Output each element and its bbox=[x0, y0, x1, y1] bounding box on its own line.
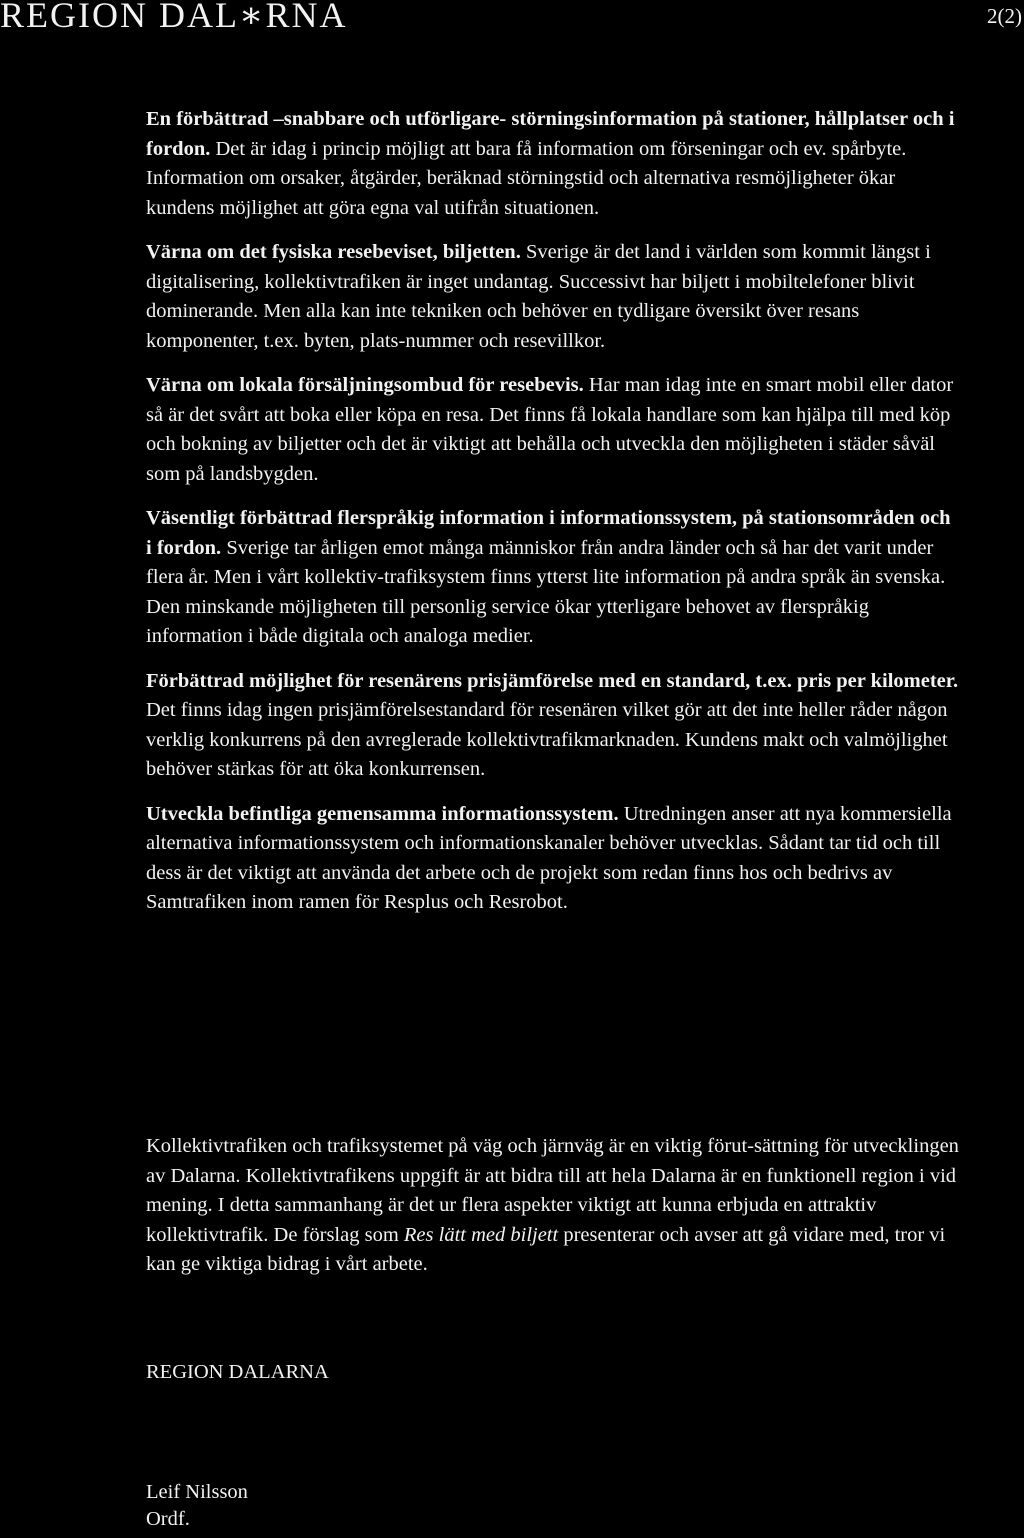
paragraph-heading: Utveckla befintliga gemensamma informationssystem. bbox=[146, 802, 619, 825]
paragraph-physical-ticket bbox=[146, 238, 961, 356]
paragraph-text: Sverige tar årligen emot många människor från andra länder och så har det varit under flera år. Men i vårt kollektiv-trafiksystem finns ytterst lite information på andra språk än svenska. Den minskande möjligheten till personlig service ökar ytterligare behovet av flerspråkig information i både digitala och analoga medier. bbox=[146, 536, 946, 647]
closing-text-start: Kollektivtrafiken och trafiksystemet på väg och järnväg är en viktig förut-sättning för utvecklingen av Dalarna. Kollektivtrafikens uppgift är att bidra till att hela Dalarna är en funktionell region i vid mening. I detta sammanhang är det ur flera aspekter viktigt att kunna erbjuda en attraktiv kollektivtrafik. De förslag som bbox=[146, 1135, 959, 1246]
signature-block bbox=[146, 1479, 248, 1533]
paragraph-heading: Förbättrad möjlighet för resenärens prisjämförelse med en standard, t.ex. pris per kilometer. bbox=[146, 669, 959, 692]
paragraph-heading: Värna om lokala försäljningsombud för resebevis. bbox=[146, 374, 584, 396]
letterhead-title: REGION DAL∗RNA bbox=[0, 0, 348, 35]
paragraph-text: Det är idag i princip möjligt att bara få information om förseningar och ev. spårbyte. Information om orsaker, åtgärder, beräknad störningstid och alternativa resmöjligheter ökar kundens möjlighet att göra egna val utifrån situationen. bbox=[146, 137, 907, 219]
signatory-title: Ordf. bbox=[146, 1508, 190, 1530]
paragraph-heading: Värna om det fysiska resebeviset, biljetten. bbox=[146, 241, 521, 263]
paragraph-text: Sverige är det land i världen som kommit längst i digitalisering, kollektivtrafiken är inget undantag. Successivt har biljett i mobiltelefoner blivit dominerande. Men alla kan inte tekniken och behöver en tydligare översikt över resans komponenter, t.ex. byten, plats-nummer och resevillkor. bbox=[146, 241, 931, 352]
closing-text-end: presenterar och avser att gå vidare med, tror vi kan ge viktiga bidrag i vårt arbete. bbox=[146, 1223, 946, 1275]
page-number: 2(2) bbox=[987, 4, 1022, 28]
closing-report-title: Res lätt med biljett bbox=[403, 1223, 559, 1246]
paragraph-information-systems bbox=[146, 800, 961, 918]
closing-paragraph bbox=[146, 1132, 961, 1280]
paragraph-heading: Väsentligt förbättrad flerspråkig information i informationssystem, på stationsområden och i fordon. bbox=[146, 507, 951, 559]
paragraph-text: Utredningen anser att nya kommersiella alternativa informationssystem och informationskanaler behöver utvecklas. Sådant tar tid och till dess är det viktigt att använda det arbete och de projekt som redan finns hos och bedrivs av Samtrafiken inom ramen för Resplus och Resrobot. bbox=[146, 802, 952, 913]
paragraph-text: Har man idag inte en smart mobil eller dator så är det svårt att boka eller köpa en resa. Det finns få lokala handlare som kan hjälpa till med köp och bokning av biljetter och det är viktigt att behålla och utveckla den möjligheten i städer såväl som på landsbygden. bbox=[146, 374, 954, 485]
signature-organization: REGION DALARNA bbox=[146, 1361, 329, 1383]
paragraph-sales-agents bbox=[146, 371, 961, 489]
paragraph-text: Det finns idag ingen prisjämförelsestandard för resenären vilket gör att det inte heller råder någon verklig konkurrens på den avreglerade kollektivtrafikmarknaden. Kundens makt och valmöjlighet behöver stärkas för att öka konkurrensen. bbox=[146, 699, 948, 780]
paragraph-heading: En förbättrad –snabbare och utförligare- störningsinformation på stationer, hållplatser och i fordon. bbox=[146, 108, 955, 160]
paragraph-price-comparison bbox=[146, 667, 961, 785]
document-body bbox=[146, 105, 961, 933]
paragraph-multilingual-info bbox=[146, 504, 961, 652]
signatory-name: Leif Nilsson bbox=[146, 1481, 248, 1503]
paragraph-disruption-info bbox=[146, 105, 961, 223]
